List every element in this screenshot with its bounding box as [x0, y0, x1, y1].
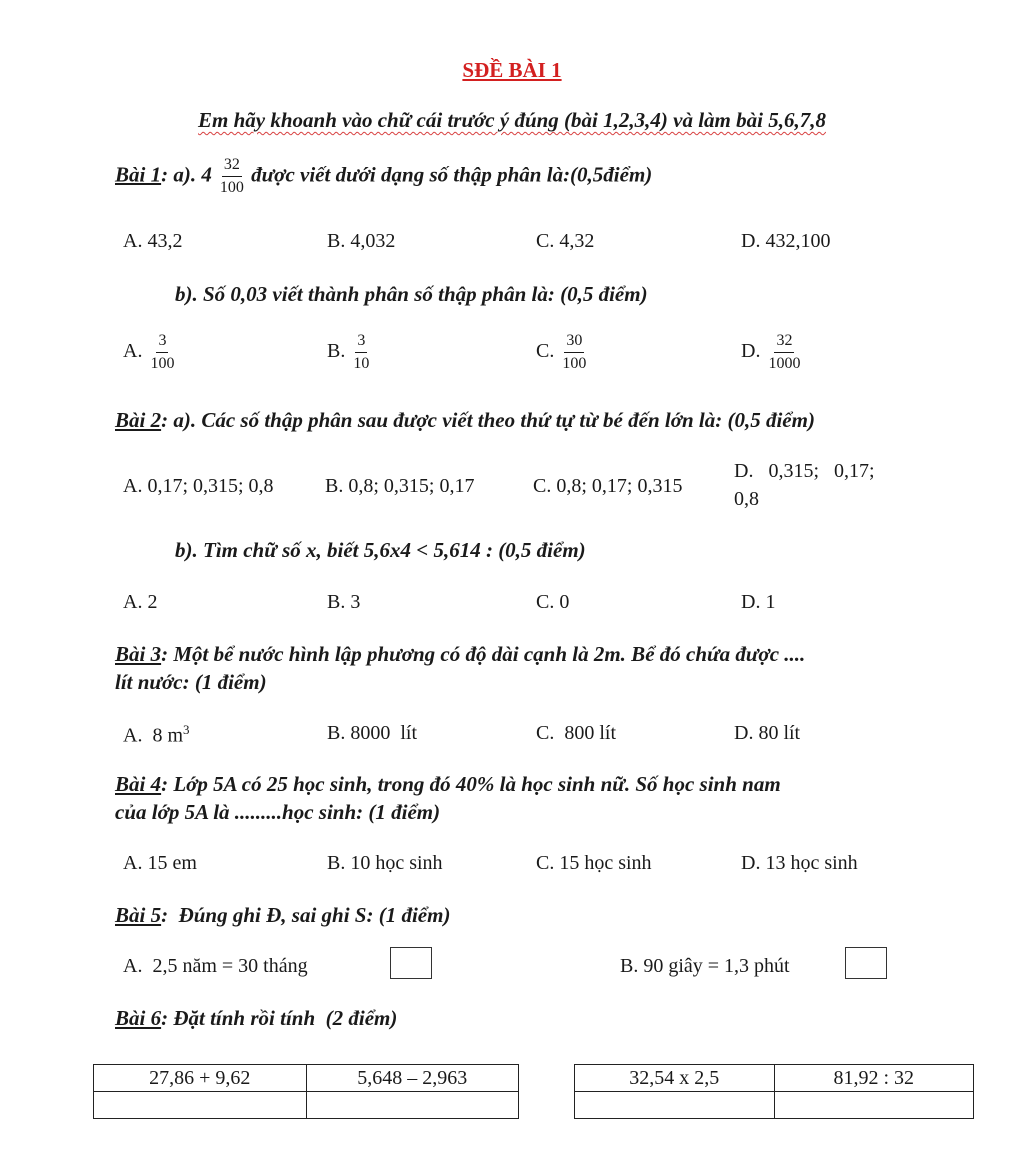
bai4-line2: của lớp 5A là .........học sinh: (1 điểm): [115, 800, 441, 824]
bai3-option-b: B. 8000 lít: [327, 722, 418, 744]
bai2-option-d-cont: 0,8: [734, 488, 759, 510]
bai4-option-c: C. 15 học sinh: [536, 852, 652, 874]
fraction-denominator: 100: [562, 355, 587, 372]
bai4-line1: : Lớp 5A có 25 học sinh, trong đó 40% là học sinh nữ. Số học sinh nam: [161, 772, 781, 796]
bai1-mixed-fraction: [218, 156, 246, 197]
bai3-heading: [115, 642, 805, 667]
bai5-heading: [115, 903, 450, 928]
calc-answer-cell[interactable]: [575, 1092, 775, 1119]
bai6-heading: [115, 1006, 397, 1031]
bai1b-option-d: [741, 332, 802, 373]
bai2-option-b: B. 0,8; 0,315; 0,17: [325, 475, 475, 497]
bai4-option-d: D. 13 học sinh: [741, 852, 858, 874]
bai2-part-a: : a). Các số thập phân sau được viết theo thứ tự từ bé đến lớn là: (0,5 điểm): [161, 408, 815, 432]
fraction-numerator: 30: [564, 332, 584, 353]
bai5-option-b: B. 90 giây = 1,3 phút: [620, 955, 790, 977]
bai4-option-b: B. 10 học sinh: [327, 852, 443, 874]
answer-box-a[interactable]: [390, 947, 432, 979]
bai2-option-a: A. 0,17; 0,315; 0,8: [123, 475, 274, 497]
bai5-text: : Đúng ghi Đ, sai ghi S: (1 điểm): [161, 903, 451, 927]
bai1-part-a-prefix: : a). 4: [161, 162, 212, 187]
calc-table-2: [574, 1064, 974, 1119]
calc-cell-division: 81,92 : 32: [774, 1065, 974, 1092]
bai6-label: Bài 6: [115, 1006, 162, 1030]
calc-answer-cell[interactable]: [774, 1092, 974, 1119]
option-text: A. 8 m: [123, 724, 183, 747]
bai1-heading: [115, 156, 652, 197]
instruction-text: Em hãy khoanh vào chữ cái trước ý đúng (bài 1,2,3,4) và làm bài 5,6,7,8: [198, 108, 826, 132]
fraction-numerator: 32: [222, 156, 242, 177]
bai2-part-b: b). Tìm chữ số x, biết 5,6x4 < 5,614 : (0,5 điểm): [175, 538, 586, 562]
fraction-numerator: 3: [355, 332, 367, 353]
bai2-option-d: D. 0,315; 0,17;: [734, 460, 875, 482]
calc-answer-cell[interactable]: [94, 1092, 307, 1119]
bai2b-option-c: C. 0: [536, 591, 570, 613]
bai4-label: Bài 4: [115, 772, 162, 796]
option-fraction: [560, 332, 588, 373]
bai1-part-b: b). Số 0,03 viết thành phân số thập phân là: (0,5 điểm): [175, 282, 648, 306]
fraction-denominator: 10: [353, 355, 370, 372]
fraction-denominator: 100: [219, 179, 244, 196]
bai1-label: Bài 1: [115, 162, 162, 187]
bai5-label: Bài 5: [115, 903, 162, 927]
bai1-option-a: A. 43,2: [123, 230, 183, 252]
bai1-option-c: C. 4,32: [536, 230, 595, 252]
fraction-denominator: 100: [150, 355, 175, 372]
option-letter: A.: [123, 340, 143, 363]
bai2-option-c: C. 0,8; 0,17; 0,315: [533, 475, 683, 497]
superscript: 3: [183, 722, 190, 737]
bai1-option-b: B. 4,032: [327, 230, 396, 252]
option-letter: C.: [536, 340, 555, 363]
bai3-line1: : Một bể nước hình lập phương có độ dài cạnh là 2m. Bể đó chứa được ....: [161, 642, 806, 666]
option-letter: B.: [327, 340, 346, 363]
bai1b-option-c: [536, 332, 588, 373]
bai2-heading: [115, 408, 815, 433]
calc-cell-multiplication: 32,54 x 2,5: [575, 1065, 775, 1092]
calc-table-1: [93, 1064, 519, 1119]
answer-box-b[interactable]: [845, 947, 887, 979]
option-fraction: [148, 332, 176, 373]
calc-answer-cell[interactable]: [306, 1092, 519, 1119]
option-fraction: [351, 332, 371, 373]
bai1b-option-a: [123, 332, 176, 373]
bai5-option-a: A. 2,5 năm = 30 tháng: [123, 955, 308, 977]
bai6-text: : Đặt tính rồi tính (2 điểm): [161, 1006, 398, 1030]
fraction-denominator: 1000: [768, 355, 801, 372]
bai3-option-a: [123, 722, 190, 748]
bai2-label: Bài 2: [115, 408, 162, 432]
bai1b-option-b: [327, 332, 371, 373]
bai3-option-d: D. 80 lít: [734, 722, 801, 744]
bai3-line2: lít nước: (1 điểm): [115, 670, 267, 694]
bai3-label: Bài 3: [115, 642, 162, 666]
bai2b-option-a: A. 2: [123, 591, 158, 613]
bai2b-option-b: B. 3: [327, 591, 361, 613]
bai1-part-a-suffix: được viết dưới dạng số thập phân là:(0,5điểm): [245, 162, 653, 187]
bai3-option-c: C. 800 lít: [536, 722, 617, 744]
bai1-option-d: D. 432,100: [741, 230, 831, 252]
calc-cell-subtraction: 5,648 – 2,963: [306, 1065, 519, 1092]
bai4-heading: [115, 772, 781, 797]
calc-cell-addition: 27,86 + 9,62: [94, 1065, 307, 1092]
fraction-numerator: 3: [156, 332, 168, 353]
page-title: SĐỀ BÀI 1: [462, 58, 562, 82]
option-fraction: [766, 332, 802, 373]
bai4-option-a: A. 15 em: [123, 852, 197, 874]
option-letter: D.: [741, 340, 761, 363]
bai2b-option-d: D. 1: [741, 591, 776, 613]
instruction: [0, 108, 1024, 133]
fraction-numerator: 32: [774, 332, 794, 353]
